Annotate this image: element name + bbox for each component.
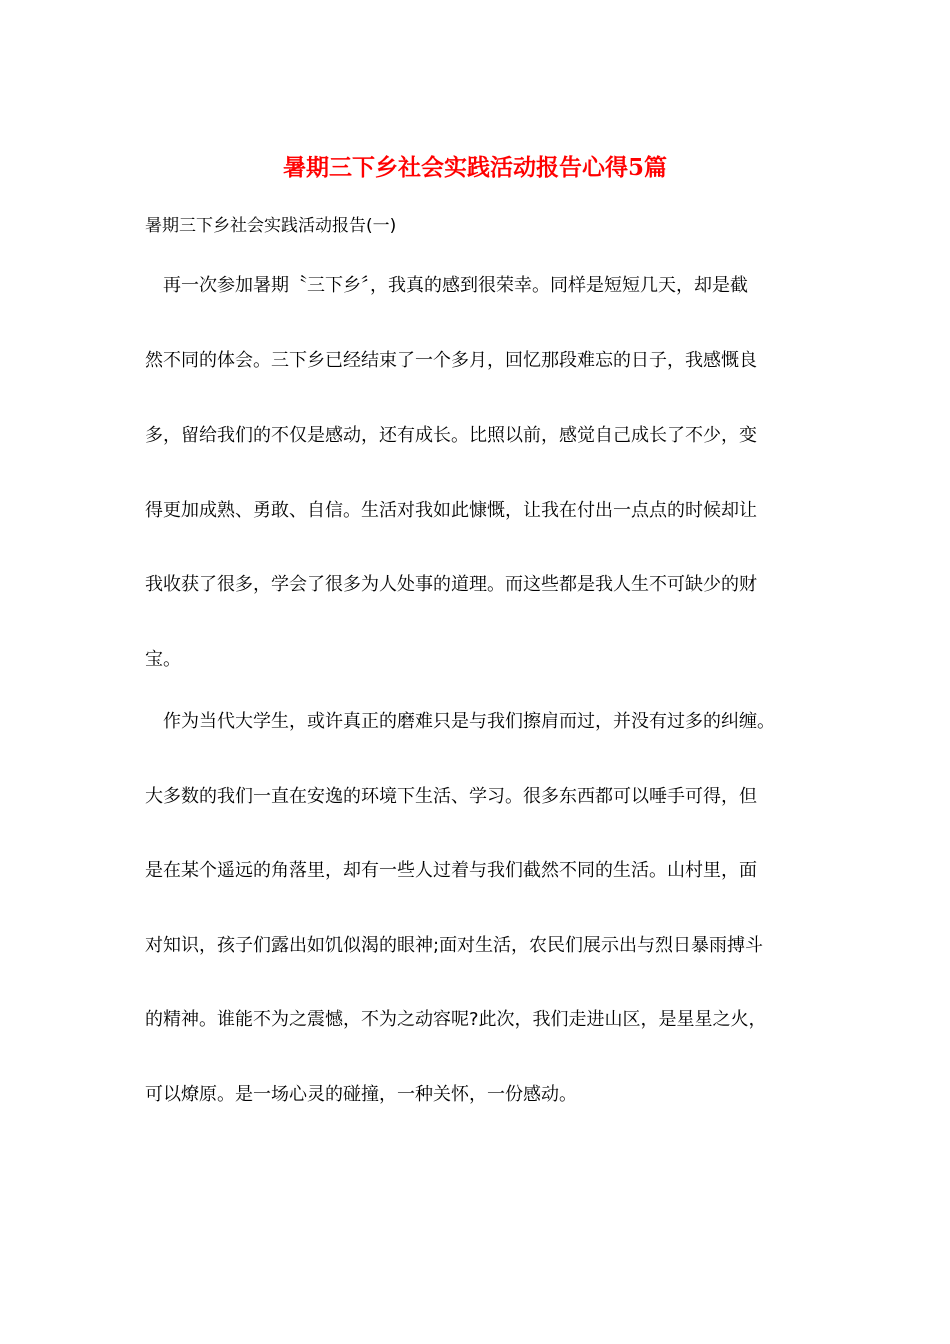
- section-subtitle: 暑期三下乡社会实践活动报告(一): [145, 216, 397, 236]
- paragraph-line: 是在某个遥远的角落里，却有一些人过着与我们截然不同的生活。山村里，面: [145, 860, 757, 881]
- paragraph-line: 可以燎原。是一场心灵的碰撞，一种关怀，一份感动。: [145, 1084, 577, 1105]
- document-title: 暑期三下乡社会实践活动报告心得5篇: [282, 154, 667, 181]
- paragraph-line: 再一次参加暑期〝三下乡〞，我真的感到很荣幸。同样是短短几天，却是截: [163, 275, 748, 296]
- paragraph-line: 宝。: [145, 649, 181, 670]
- paragraph-line: 对知识，孩子们露出如饥似渴的眼神;面对生活，农民们展示出与烈日暴雨搏斗: [145, 935, 764, 956]
- paragraph-line: 作为当代大学生，或许真正的磨难只是与我们擦肩而过，并没有过多的纠缠。: [163, 711, 775, 732]
- paragraph-line: 得更加成熟、勇敢、自信。生活对我如此慷慨，让我在付出一点点的时候却让: [145, 500, 757, 521]
- paragraph-line: 我收获了很多，学会了很多为人处事的道理。而这些都是我人生不可缺少的财: [145, 574, 757, 595]
- paragraph-line: 多，留给我们的不仅是感动，还有成长。比照以前，感觉自己成长了不少，变: [145, 425, 757, 446]
- paragraph-line: 的精神。谁能不为之震憾，不为之动容呢?此次，我们走进山区，是星星之火，: [145, 1009, 767, 1030]
- paragraph-line: 然不同的体会。三下乡已经结束了一个多月，回忆那段难忘的日子，我感慨良: [145, 350, 757, 371]
- paragraph-line: 大多数的我们一直在安逸的环境下生活、学习。很多东西都可以唾手可得，但: [145, 786, 757, 807]
